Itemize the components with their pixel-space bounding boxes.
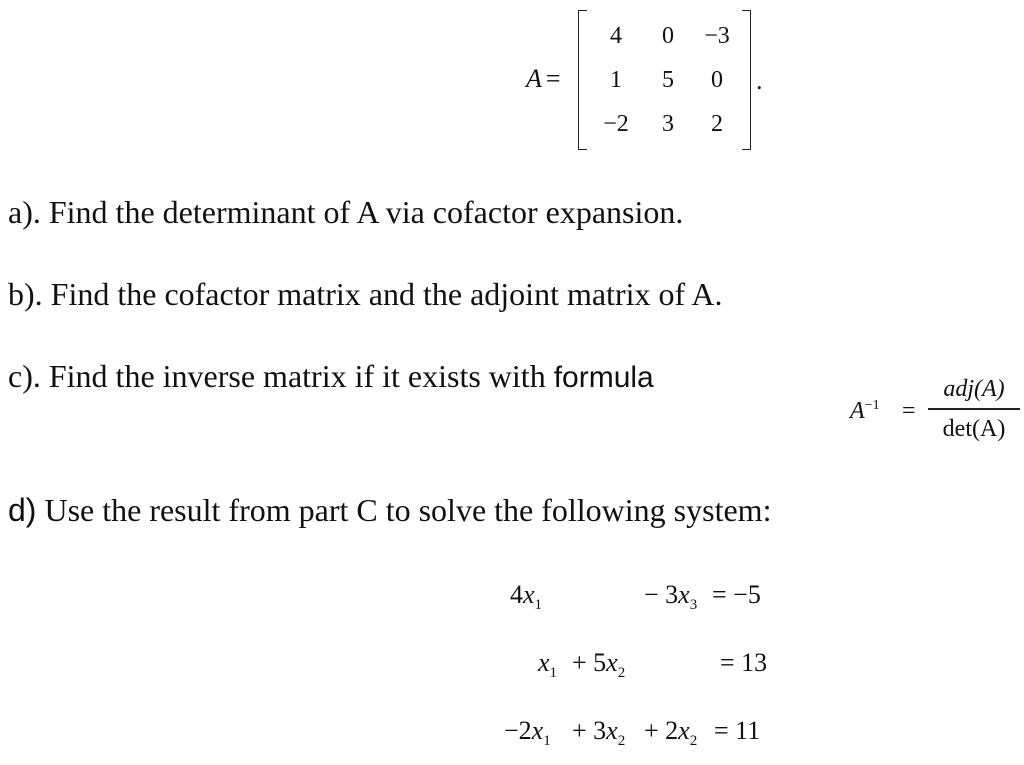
question-a: a). Find the determinant of A via cofactor expansion. bbox=[8, 194, 684, 230]
matrix-period: . bbox=[756, 66, 763, 95]
cropped-previous-line bbox=[0, 0, 300, 6]
equation-row-1 bbox=[500, 580, 800, 620]
equation-term: + $2x_2$ bbox=[644, 716, 698, 750]
fraction-numerator: adj(A) bbox=[943, 376, 1005, 402]
equation-row-3 bbox=[500, 716, 800, 756]
matrix-cell: 0 bbox=[711, 66, 723, 93]
equation-term: $x_1$ bbox=[538, 648, 558, 682]
equation-term: + $3x_2$ bbox=[572, 716, 626, 750]
matrix-cell: −2 bbox=[603, 110, 629, 137]
equation-term: $-2x_1$ bbox=[504, 716, 551, 750]
equation-term: $4x_1$ bbox=[510, 580, 543, 614]
question-c-text: c). Find the inverse matrix if it exists with bbox=[8, 358, 554, 394]
matrix-cell: 3 bbox=[662, 110, 674, 137]
question-d bbox=[8, 492, 771, 529]
equation-rhs: = 11 bbox=[714, 716, 761, 745]
matrix-a-definition bbox=[520, 6, 780, 150]
matrix-name: A bbox=[526, 64, 542, 93]
matrix-cell: 2 bbox=[711, 110, 723, 137]
inverse-lhs bbox=[850, 398, 880, 425]
matrix-grid bbox=[588, 14, 742, 146]
equation-rhs: = 13 bbox=[720, 648, 768, 677]
matrix-cell: 0 bbox=[662, 22, 674, 49]
question-d-text: Use the result from part C to solve the following system: bbox=[36, 492, 772, 528]
matrix-equals: = bbox=[545, 64, 561, 93]
equation-term: − $3x_3$ bbox=[644, 580, 698, 614]
question-c bbox=[8, 358, 654, 395]
inverse-lhs-base: A bbox=[850, 398, 865, 424]
equation-row-2 bbox=[500, 648, 800, 688]
matrix-cell: −3 bbox=[704, 22, 730, 49]
question-b: b). Find the cofactor matrix and the adjoint matrix of A. bbox=[8, 276, 723, 312]
right-bracket bbox=[742, 10, 751, 150]
fraction-bar bbox=[928, 408, 1020, 410]
matrix-cell: 4 bbox=[610, 22, 622, 49]
left-bracket bbox=[578, 10, 587, 150]
inverse-formula bbox=[850, 372, 1022, 462]
inverse-equals: = bbox=[902, 398, 916, 424]
matrix-cell: 1 bbox=[610, 66, 622, 93]
question-d-letter: d) bbox=[8, 492, 37, 528]
inverse-lhs-exponent: −1 bbox=[864, 398, 880, 413]
matrix-label bbox=[526, 64, 561, 94]
fraction-denominator: det(A) bbox=[942, 415, 1006, 442]
inverse-fraction bbox=[928, 372, 1020, 446]
question-c-formula-word: formula bbox=[553, 361, 654, 394]
equation-system bbox=[500, 570, 800, 760]
matrix-cell: 5 bbox=[662, 66, 674, 93]
equation-term: + $5x_2$ bbox=[572, 648, 626, 682]
equation-rhs: = −5 bbox=[712, 580, 761, 609]
